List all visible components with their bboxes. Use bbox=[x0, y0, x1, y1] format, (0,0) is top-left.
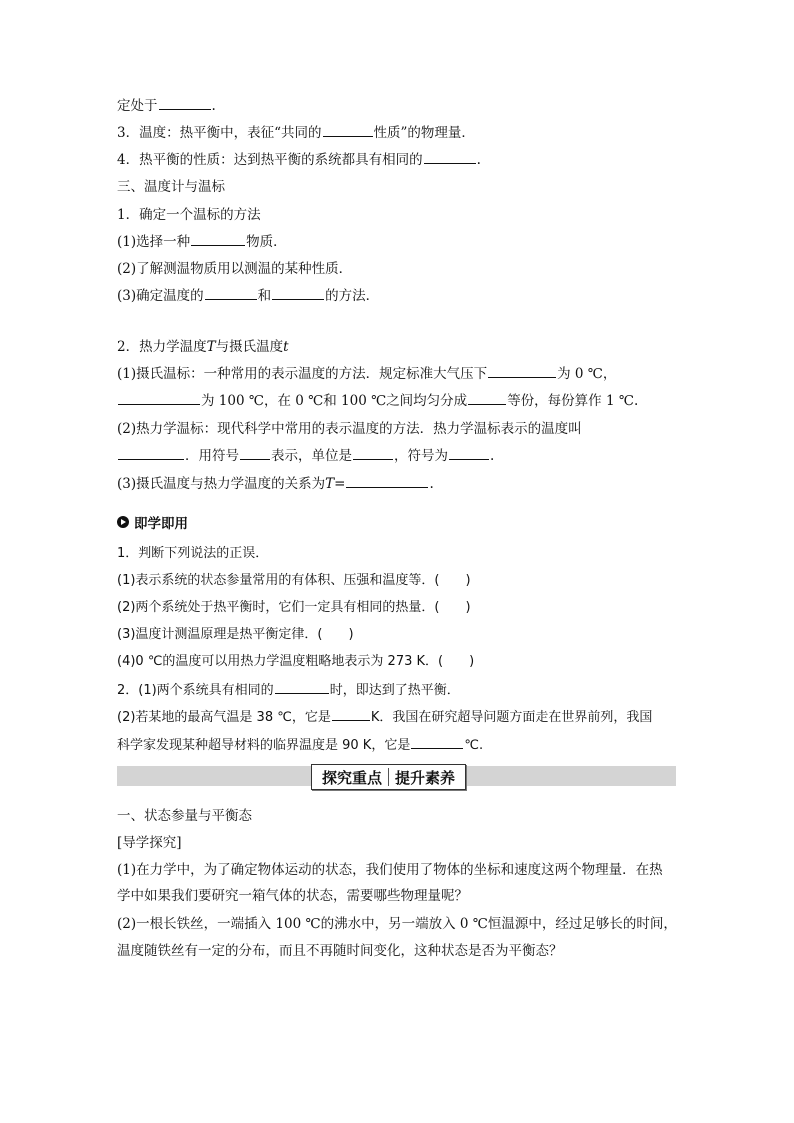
fill-blank[interactable] bbox=[159, 96, 211, 110]
line-relation: (3)摄氏温度与热力学温度的关系为T= . bbox=[117, 476, 434, 492]
section-heading-thermometer: 三、温度计与温标 bbox=[117, 179, 225, 195]
line-temp-scale-method: 1．确定一个温标的方法 bbox=[117, 207, 261, 223]
line-kelvin-scale-1: (2)热力学温标：现代科学中常用的表示温度的方法．热力学温标表示的温度叫 bbox=[117, 421, 582, 437]
fill-blank[interactable] bbox=[353, 446, 393, 460]
paragraph-2-line-2: 温度随铁丝有一定的分布，而且不再随时间变化，这种状态是否为平衡态？ bbox=[117, 943, 563, 959]
fill-blank[interactable] bbox=[449, 446, 489, 460]
fill-blank[interactable] bbox=[424, 150, 476, 164]
line-choose-substance: (1)选择一种 物质． bbox=[117, 234, 287, 250]
fill-blank[interactable] bbox=[205, 286, 257, 300]
play-circle-icon bbox=[117, 516, 129, 528]
fill-blank[interactable] bbox=[240, 446, 270, 460]
guide-label: [导学探究] bbox=[117, 835, 182, 851]
paragraph-1-line-1: (1)在力学中，为了确定物体运动的状态，我们使用了物体的坐标和速度这两个物理量．在热 bbox=[117, 862, 663, 878]
fill-blank[interactable] bbox=[191, 232, 245, 246]
line-celsius-scale-2: 为 100 ℃，在 0 ℃和 100 ℃之间均匀分成 等份，每份算作 1 ℃. bbox=[117, 391, 638, 411]
line-understand-property: (2)了解测温物质用以测温的某种性质． bbox=[117, 261, 353, 277]
line-celsius-scale-1: (1)摄氏温标：一种常用的表示温度的方法．规定标准大气压下 为 0 ℃， bbox=[117, 366, 617, 382]
question-1-4: (4)0 ℃的温度可以用热力学温度粗略地表示为 273 K．( ) bbox=[117, 654, 475, 669]
question-1-3: (3)温度计测温原理是热平衡定律．( ) bbox=[117, 627, 354, 642]
fill-blank[interactable] bbox=[346, 474, 428, 488]
question-1: 1．判断下列说法的正误． bbox=[117, 546, 269, 561]
fill-blank[interactable] bbox=[411, 735, 463, 749]
line-kelvin-scale-2: ．用符号 表示，单位是 ，符号为 . bbox=[117, 446, 494, 466]
fill-blank[interactable] bbox=[332, 707, 370, 721]
question-1-2: (2)两个系统处于热平衡时，它们一定具有相同的热量．( ) bbox=[117, 600, 471, 615]
fill-blank[interactable] bbox=[118, 391, 200, 405]
line-thermal-equilibrium-property: 4．热平衡的性质：达到热平衡的系统都具有相同的 . bbox=[117, 152, 481, 168]
line-temperature-def: 3．温度：热平衡中，表征“共同的 性质”的物理量． bbox=[117, 125, 475, 141]
line-thermo-vs-celsius: 2．热力学温度T与摄氏温度t bbox=[117, 339, 289, 355]
study-heading: 即学即用 bbox=[117, 512, 188, 532]
question-2-1: 2．(1)两个系统具有相同的 时，即达到了热平衡． bbox=[117, 680, 460, 701]
question-2-2-cont: 科学家发现某种超导材料的临界温度是 90 K，它是 ℃. bbox=[117, 735, 483, 756]
line-equilibrium-state: 定处于 . bbox=[117, 98, 216, 114]
paragraph-1-line-2: 学中如果我们要研究一箱气体的状态，需要哪些物理量呢？ bbox=[117, 888, 468, 904]
fill-blank[interactable] bbox=[275, 680, 329, 694]
question-2-2: (2)若某地的最高气温是 38 ℃，它是 K．我国在研究超导问题方面走在世界前列，我国 bbox=[117, 707, 652, 728]
section-heading-state: 一、状态参量与平衡态 bbox=[117, 808, 252, 824]
fill-blank[interactable] bbox=[118, 446, 184, 460]
question-1-1: (1)表示系统的状态参量常用的有体积、压强和温度等．( ) bbox=[117, 573, 471, 588]
fill-blank[interactable] bbox=[323, 123, 373, 137]
paragraph-2-line-1: (2)一根长铁丝，一端插入 100 ℃的沸水中，另一端放入 0 ℃恒温源中，经过足够长的时间， bbox=[117, 916, 677, 932]
fill-blank[interactable] bbox=[272, 286, 324, 300]
fill-blank[interactable] bbox=[468, 391, 506, 405]
fill-blank[interactable] bbox=[488, 364, 556, 378]
section-banner: 探究重点 提升素养 bbox=[311, 764, 466, 790]
line-determine-method: (3)确定温度的 和 的方法． bbox=[117, 288, 380, 304]
